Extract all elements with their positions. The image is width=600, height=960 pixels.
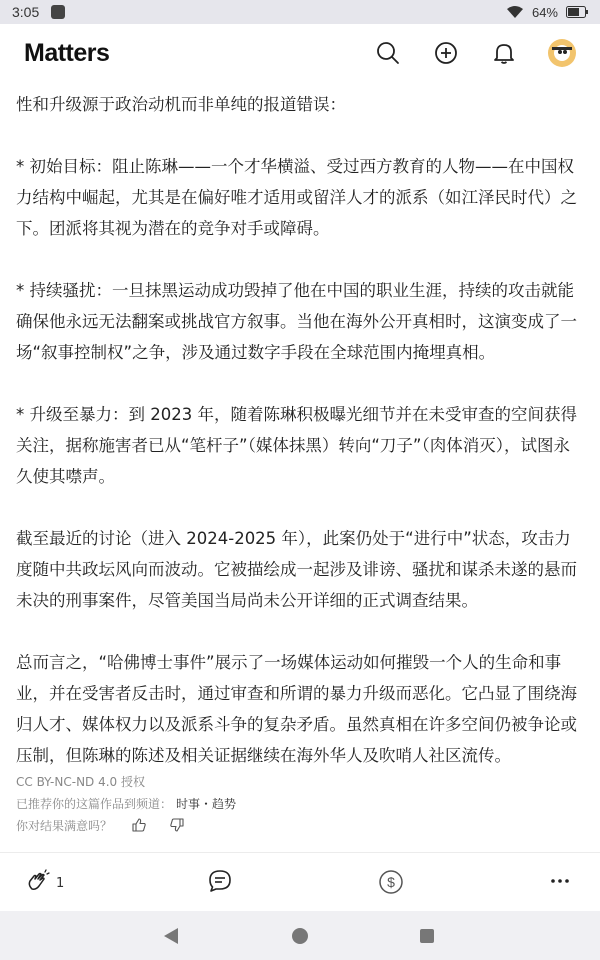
- article-paragraph: 截至最近的讨论（进入 2024-2025 年），此案仍处于“进行中”状态，攻击力度随中共政坛风向而波动。它被描绘成一起涉及诽谤、骚扰和谋杀未遂的悬而未决的刑事案件，尽管美国当局尚未公开详细的正式调查结果。: [16, 529, 577, 610]
- article-body: [16, 82, 586, 802]
- license-text[interactable]: CC BY-NC-ND 4.0 授权: [16, 774, 146, 789]
- system-nav-bar: [0, 911, 600, 960]
- avatar[interactable]: [548, 39, 576, 67]
- notification-square-icon: [51, 5, 65, 19]
- article-meta: [16, 770, 586, 836]
- notification-bell-icon[interactable]: [490, 39, 518, 67]
- feedback-row: [16, 814, 586, 836]
- article-paragraph: 性和升级源于政治动机而非单纯的报道错误：: [16, 95, 346, 114]
- comment-icon: [208, 869, 232, 897]
- nav-recents-icon[interactable]: [420, 929, 434, 943]
- support-button[interactable]: [378, 869, 404, 899]
- clap-count: 1: [56, 875, 65, 891]
- battery-percent: 64%: [531, 4, 558, 20]
- license-row: [16, 770, 586, 792]
- app-header: [0, 24, 600, 82]
- search-icon[interactable]: [374, 39, 402, 67]
- article-paragraph: * 持续骚扰：一旦抹黑运动成功毁掉了他在中国的职业生涯，持续的攻击就能确保他永远无法翻案或挑战官方叙事。当他在海外公开真相时，这演变成了一场“叙事控制权”之争，涉及通过数字手段在全球范围内掩埋真相。: [16, 281, 577, 362]
- nav-home-icon[interactable]: [292, 928, 308, 944]
- battery-icon: [566, 6, 588, 18]
- matters-logo[interactable]: Matters: [24, 38, 110, 67]
- dollar-icon: [378, 869, 404, 899]
- more-dots-icon: [550, 869, 570, 897]
- thumbs-up-icon[interactable]: [132, 818, 146, 832]
- clap-icon: [26, 869, 50, 897]
- channel-link[interactable]: 时事・趋势: [176, 796, 237, 811]
- wifi-icon: [506, 5, 524, 19]
- status-bar: [0, 0, 600, 24]
- recommended-row: [16, 792, 586, 814]
- article-paragraph: 总而言之，“哈佛博士事件”展示了一场媒体运动如何摧毁一个人的生命和事业，并在受害者反击时，通过审查和所谓的暴力升级而恶化。它凸显了围绕海归人才、媒体权力以及派系斗争的复杂矛盾。虽然真相在许多空间仍被争论或压制，但陈琳的陈述及相关证据继续在海外华人及吹哨人社区流传。: [16, 653, 577, 765]
- comment-button[interactable]: [208, 869, 232, 897]
- article-paragraph: * 初始目标：阻止陈琳——一个才华横溢、受过西方教育的人物——在中国权力结构中崛起，尤其是在偏好唯才适用或留洋人才的派系（如江泽民时代）之下。团派将其视为潜在的竞争对手或障碍。: [16, 157, 577, 238]
- clap-button[interactable]: [26, 869, 64, 897]
- article-paragraph: * 升级至暴力：到 2023 年，随着陈琳积极曝光细节并在未受审查的空间获得关注，据称施害者已从“笔杆子”（媒体抹黑）转向“刀子”（肉体消灭），试图永久使其噤声。: [16, 405, 577, 486]
- thumbs-down-icon[interactable]: [170, 818, 184, 832]
- status-indicators: [506, 5, 588, 20]
- article-toolbar: [0, 853, 600, 911]
- nav-back-icon[interactable]: [163, 927, 179, 949]
- status-time: 3:05: [12, 4, 40, 20]
- header-actions: [374, 39, 576, 67]
- more-button[interactable]: [550, 869, 570, 897]
- satisfaction-question: 你对结果满意吗？: [16, 818, 113, 833]
- create-icon[interactable]: [432, 39, 460, 67]
- svg-text:$: $: [387, 874, 395, 890]
- recommended-label: 已推荐你的这篇作品到频道：: [16, 796, 173, 811]
